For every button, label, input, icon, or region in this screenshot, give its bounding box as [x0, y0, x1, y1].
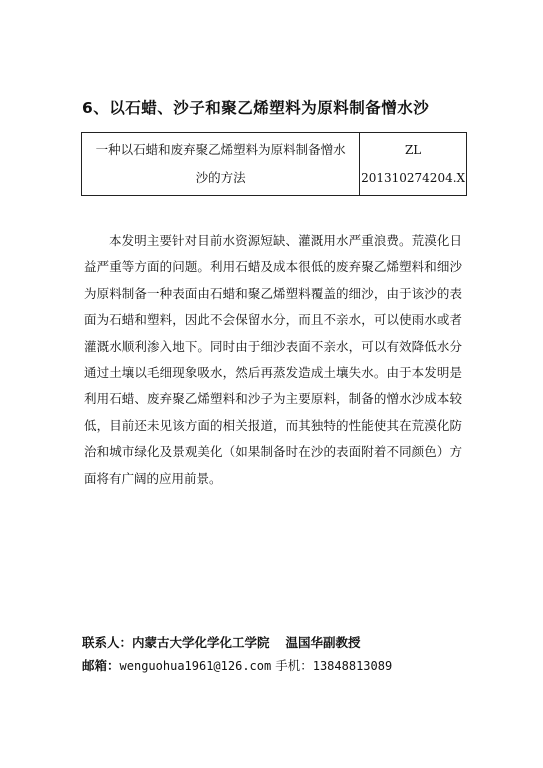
patent-name-cell [82, 133, 360, 196]
patent-number-prefix: ZL [404, 143, 422, 157]
description-paragraph: 本发明主要针对目前水资源短缺、灌溉用水严重浪费。荒漠化日益严重等方面的问题。利用石蜡及成本很低的废弃聚乙烯塑料和细沙为原料制备一种表面由石蜡和聚乙烯塑料覆盖的细沙，由于该沙的表面为石蜡和塑料，因此不会保留水分，而且不亲水，可以使雨水或者灌溉水顺利渗入地下。同时由于细沙表面不亲水，可以有效降低水分通过土壤以毛细现象吸水，然后再蒸发造成土壤失水。由于本发明是利用石蜡、废弃聚乙烯塑料和沙子为主要原料，制备的憎水沙成本较低，目前还未见该方面的相关报道，而其独特的性能使其在荒漠化防治和城市绿化及景观美化（如果制备时在沙的表面附着不同颜色）方面将有广阔的应用前景。 [84, 233, 462, 486]
table-row [82, 133, 467, 196]
contact-person: 温国华副教授 [285, 635, 361, 650]
contact-label: 联系人： [82, 635, 133, 650]
phone-label: 手机： [275, 658, 313, 673]
phone-number: 13848813089 [312, 659, 393, 673]
email-label: 邮箱： [82, 658, 120, 673]
patent-table [81, 132, 467, 196]
patent-number-cell [360, 133, 467, 196]
contact-block [82, 631, 502, 678]
section-heading: 6、以石蜡、沙子和聚乙烯塑料为原料制备憎水沙 [82, 99, 430, 117]
patent-name-line-1: 一种以石蜡和废弃聚乙烯塑料为原料制备憎水 [95, 142, 346, 157]
contact-details-line [82, 654, 502, 678]
contact-person-line [82, 631, 502, 654]
contact-institution: 内蒙古大学化学化工学院 [132, 635, 270, 650]
email-address: wenguohua1961@126.com [119, 659, 272, 673]
patent-name-line-2: 沙的方法 [195, 170, 246, 185]
patent-number: 201310274204.X [361, 171, 466, 185]
